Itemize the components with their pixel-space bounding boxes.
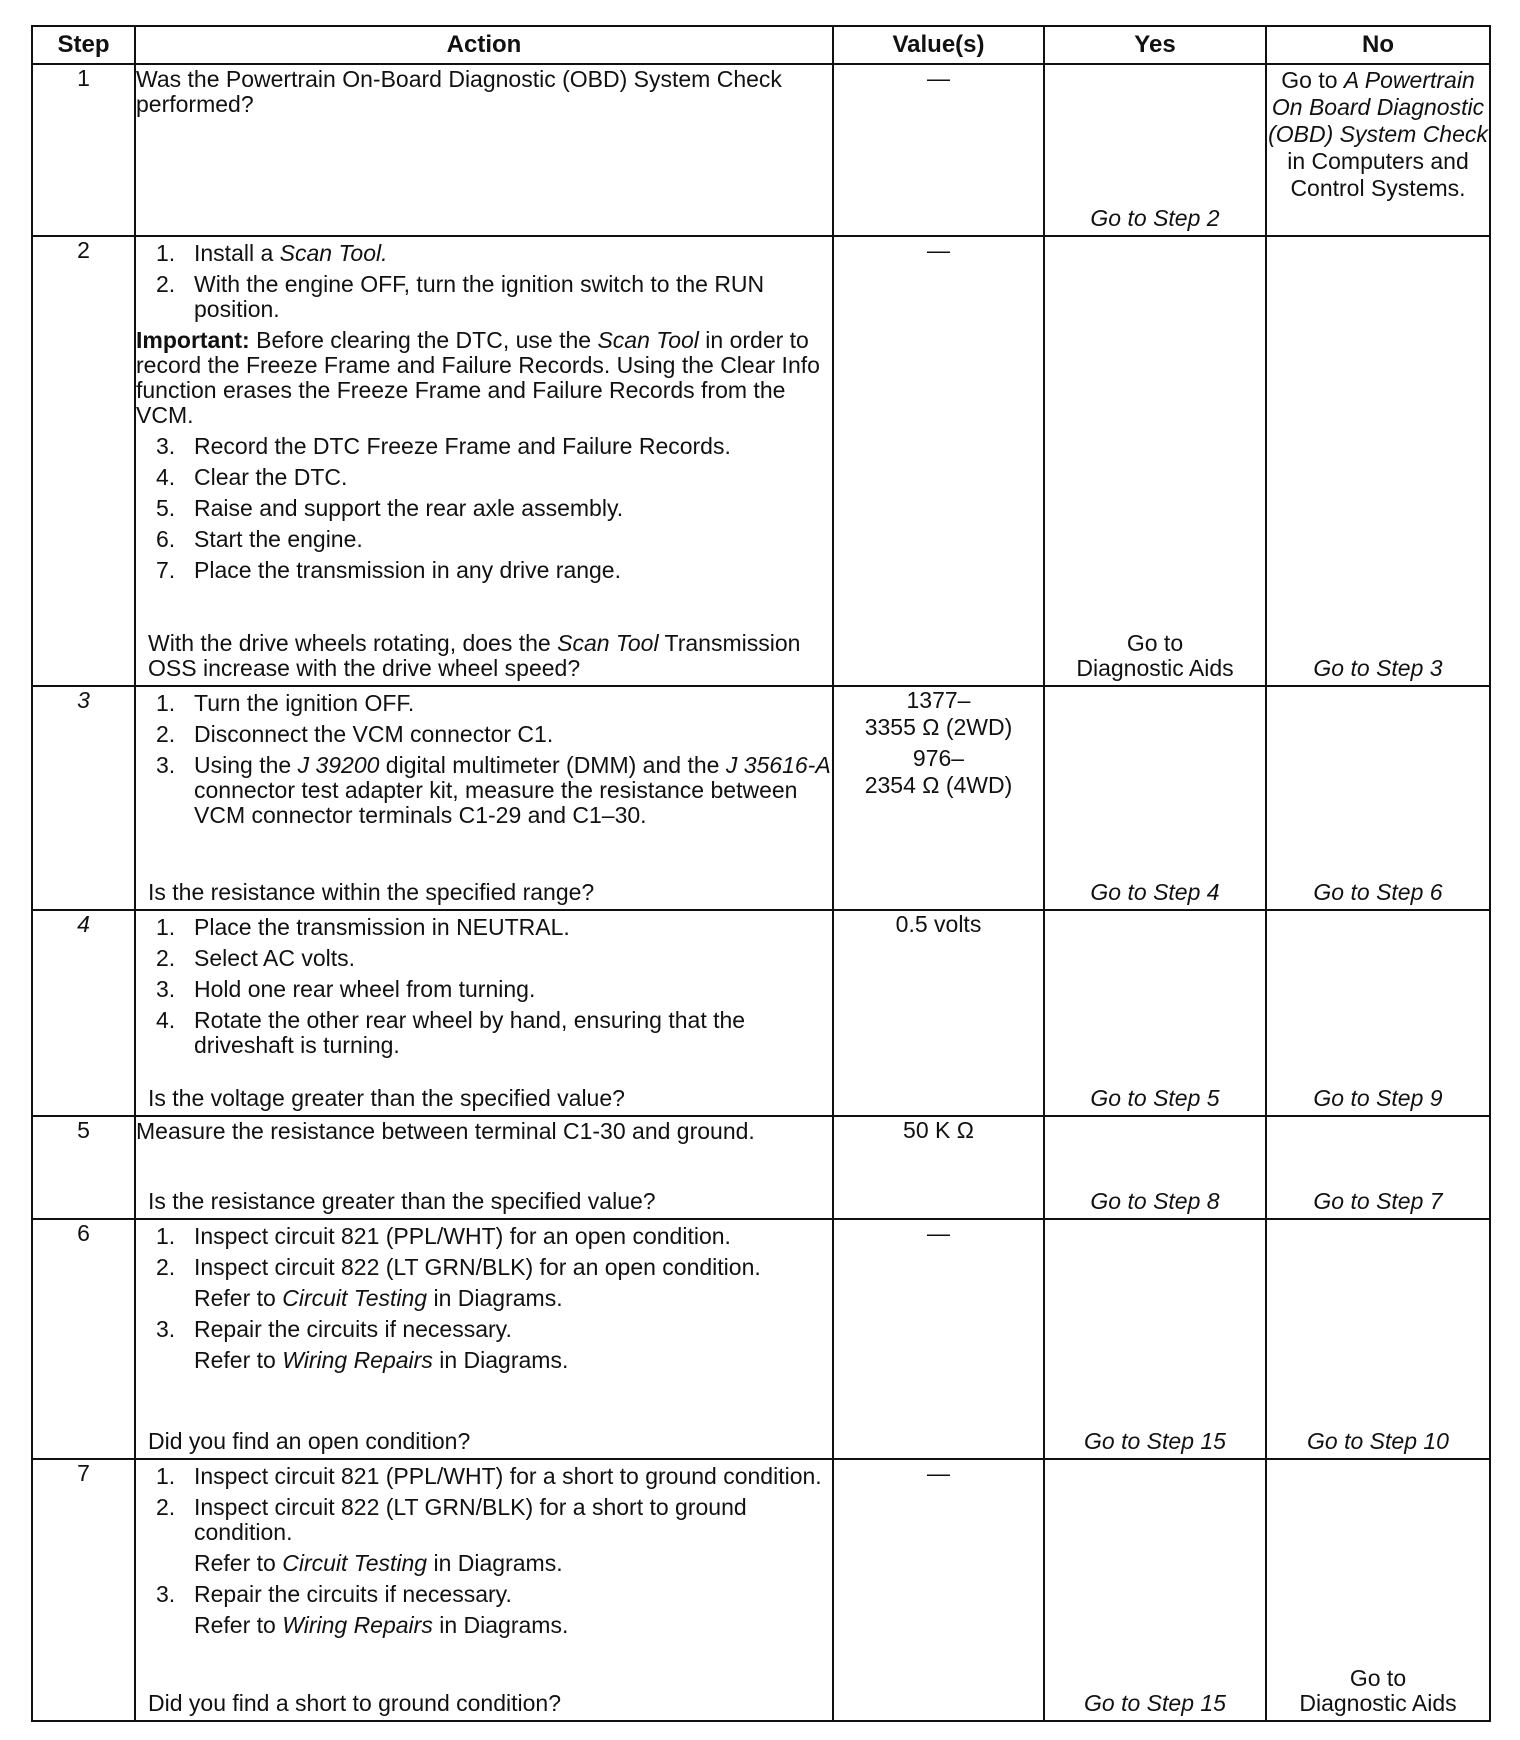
- yes-result: Go to Step 15: [1084, 1690, 1226, 1716]
- no-result: Go to Step 6: [1313, 879, 1443, 905]
- action-question: With the drive wheels rotating, does the Scan Tool Transmission OSS increase with the drive wheel speed?: [148, 630, 801, 681]
- step-number: 4: [32, 910, 135, 1116]
- header-row: [32, 26, 1490, 64]
- table-row: [32, 64, 1490, 236]
- action-item: 4. Clear the DTC.: [156, 464, 348, 490]
- reference-note: Refer to Circuit Testing in Diagrams.: [194, 1285, 563, 1311]
- value-cell: 1377– 3355 Ω (2WD) 976– 2354 Ω (4WD): [833, 686, 1044, 910]
- action-cell: [135, 1459, 833, 1721]
- table-row: [32, 1116, 1490, 1219]
- action-question: Did you find a short to ground condition?: [148, 1690, 561, 1716]
- action-item: 6. Start the engine.: [156, 526, 363, 552]
- step-number: 2: [32, 236, 135, 686]
- action-question: Did you find an open condition?: [148, 1428, 471, 1454]
- step-number: 7: [32, 1459, 135, 1721]
- header-action: Action: [135, 26, 833, 64]
- no-result: Go to Step 3: [1313, 655, 1443, 681]
- no-result: Go to Step 9: [1313, 1085, 1443, 1111]
- table-row: [32, 1459, 1490, 1721]
- action-cell: [135, 236, 833, 686]
- yes-cell: [1044, 686, 1266, 910]
- table-row: [32, 1219, 1490, 1459]
- action-cell: [135, 686, 833, 910]
- header-no: No: [1266, 26, 1490, 64]
- diagnostic-table: [31, 25, 1491, 1722]
- step-number: 3: [32, 686, 135, 910]
- action-question: Is the resistance greater than the specified value?: [148, 1188, 656, 1214]
- action-item: 3. Repair the circuits if necessary.: [156, 1581, 512, 1607]
- action-item: 1. Inspect circuit 821 (PPL/WHT) for an open condition.: [156, 1223, 731, 1249]
- action-item: 3. Record the DTC Freeze Frame and Failure Records.: [156, 433, 731, 459]
- no-cell: [1266, 64, 1490, 236]
- header-step: Step: [32, 26, 135, 64]
- no-cell: [1266, 1459, 1490, 1721]
- action-question: Is the resistance within the specified range?: [148, 879, 595, 905]
- important-note: Important: Before clearing the DTC, use the Scan Tool in order to record the Freeze Frame and Failure Records. Using the Clear Info function erases the Freeze Frame and Failure Records from the VCM.: [136, 327, 820, 428]
- action-question: Was the Powertrain On-Board Diagnostic (OBD) System Check performed?: [136, 66, 782, 117]
- no-cell: [1266, 910, 1490, 1116]
- action-item: 1. Inspect circuit 821 (PPL/WHT) for a short to ground condition.: [156, 1463, 822, 1489]
- no-cell: [1266, 1219, 1490, 1459]
- reference-note: Refer to Wiring Repairs in Diagrams.: [194, 1347, 569, 1373]
- header-values: Value(s): [833, 26, 1044, 64]
- action-item: 3. Using the J 39200 digital multimeter (DMM) and the J 35616-A connector test adapter kit, measure the resistance between VCM connector terminals C1-29 and C1–30.: [156, 752, 831, 828]
- no-cell: [1266, 236, 1490, 686]
- action-cell: [135, 1116, 833, 1219]
- action-item: 1. Place the transmission in NEUTRAL.: [156, 914, 570, 940]
- value-cell: 0.5 volts: [833, 910, 1044, 1116]
- action-item: 3. Repair the circuits if necessary.: [156, 1316, 512, 1342]
- yes-result: Go to Step 2: [1090, 205, 1220, 231]
- yes-cell: [1044, 1459, 1266, 1721]
- value-cell: 50 K Ω: [833, 1116, 1044, 1219]
- value-cell: —: [833, 236, 1044, 686]
- yes-result: Go to Step 15: [1084, 1428, 1226, 1454]
- table-row: [32, 236, 1490, 686]
- yes-cell: [1044, 910, 1266, 1116]
- action-item: 2. Select AC volts.: [156, 945, 356, 971]
- table-row: [32, 910, 1490, 1116]
- action-cell: [135, 1219, 833, 1459]
- step-number: 1: [32, 64, 135, 236]
- step-number: 5: [32, 1116, 135, 1219]
- yes-cell: [1044, 1219, 1266, 1459]
- action-item: 5. Raise and support the rear axle assembly.: [156, 495, 624, 521]
- action-item: 3. Hold one rear wheel from turning.: [156, 976, 536, 1002]
- header-yes: Yes: [1044, 26, 1266, 64]
- action-item: 2. Inspect circuit 822 (LT GRN/BLK) for an open condition.: [156, 1254, 761, 1280]
- action-item: 2. Disconnect the VCM connector C1.: [156, 721, 554, 747]
- yes-result: Go to Diagnostic Aids: [1076, 630, 1234, 681]
- action-item: 1. Install a Scan Tool.: [156, 240, 388, 266]
- action-item: 2. Inspect circuit 822 (LT GRN/BLK) for a short to ground condition.: [156, 1494, 747, 1545]
- value-cell: —: [833, 64, 1044, 236]
- no-result: Go to A Powertrain On Board Diagnostic (OBD) System Check in Computers and Control Systems.: [1268, 67, 1488, 201]
- action-item: 2. With the engine OFF, turn the ignition switch to the RUN position.: [156, 271, 765, 322]
- no-cell: [1266, 1116, 1490, 1219]
- action-question: Is the voltage greater than the specified value?: [148, 1085, 625, 1111]
- value-cell: —: [833, 1219, 1044, 1459]
- no-cell: [1266, 686, 1490, 910]
- no-result: Go to Step 10: [1307, 1428, 1449, 1454]
- yes-cell: [1044, 236, 1266, 686]
- no-result: Go to Diagnostic Aids: [1299, 1665, 1457, 1716]
- action-item: 1. Turn the ignition OFF.: [156, 690, 415, 716]
- yes-result: Go to Step 8: [1090, 1188, 1220, 1214]
- yes-cell: [1044, 64, 1266, 236]
- yes-cell: [1044, 1116, 1266, 1219]
- action-item: 7. Place the transmission in any drive range.: [156, 557, 621, 583]
- action-cell: [135, 910, 833, 1116]
- step-number: 6: [32, 1219, 135, 1459]
- table-row: [32, 686, 1490, 910]
- yes-result: Go to Step 4: [1090, 879, 1220, 905]
- yes-result: Go to Step 5: [1090, 1085, 1220, 1111]
- no-result: Go to Step 7: [1313, 1188, 1443, 1214]
- reference-note: Refer to Wiring Repairs in Diagrams.: [194, 1612, 569, 1638]
- action-item: 4. Rotate the other rear wheel by hand, ensuring that the driveshaft is turning.: [156, 1007, 746, 1058]
- value-cell: —: [833, 1459, 1044, 1721]
- action-cell: [135, 64, 833, 236]
- reference-note: Refer to Circuit Testing in Diagrams.: [194, 1550, 563, 1576]
- action-text: Measure the resistance between terminal C1-30 and ground.: [136, 1118, 755, 1144]
